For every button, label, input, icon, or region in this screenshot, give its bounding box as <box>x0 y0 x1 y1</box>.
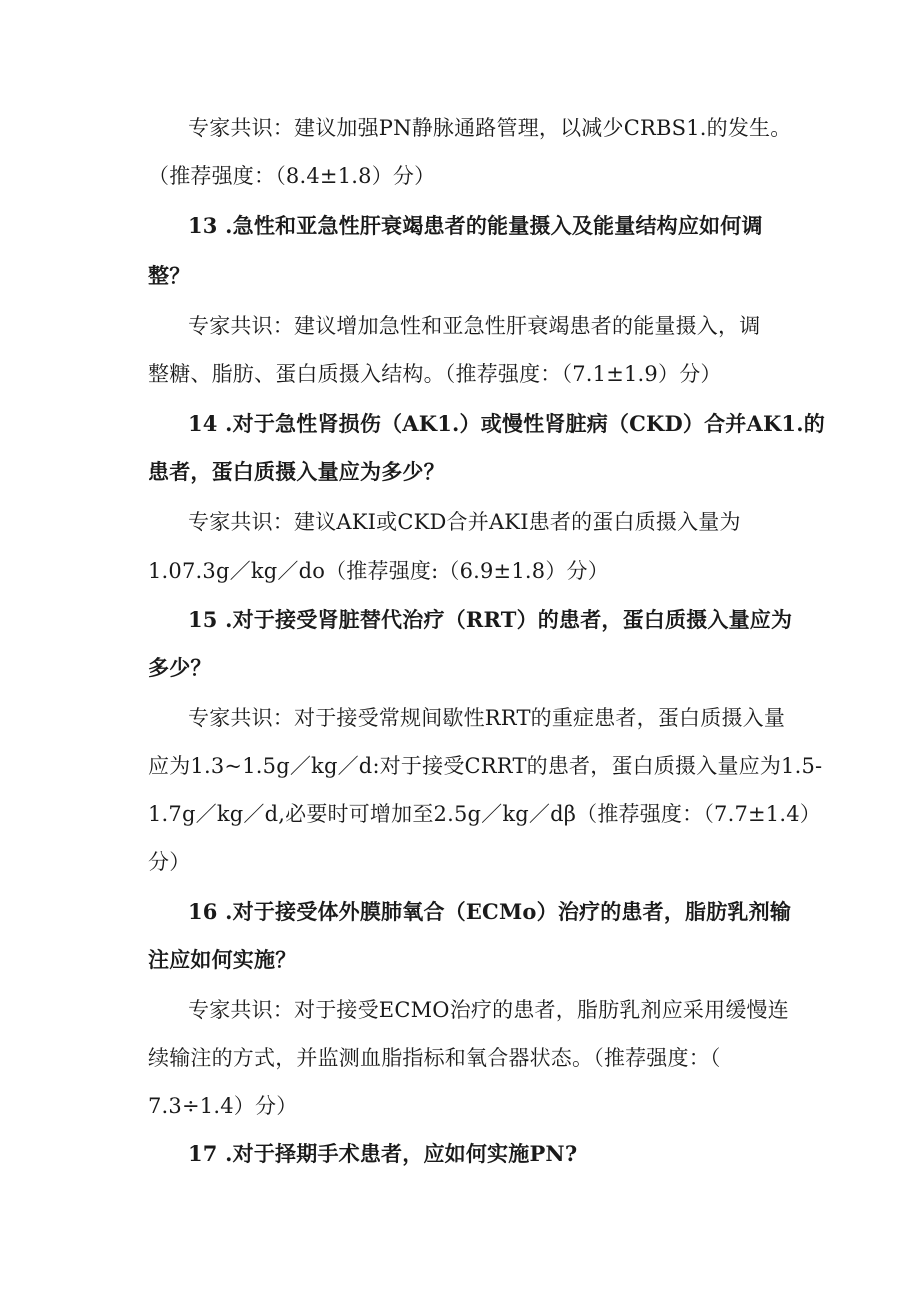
consensus-13-line-1: 专家共识：建议增加急性和亚急性肝衰竭患者的能量摄入，调 <box>188 314 761 338</box>
consensus-16-line-2: 续输注的方式，并监测血脂指标和氧合器状态。（推荐强度：（ <box>148 1046 721 1070</box>
consensus-14-line-2: 1.07.3g／kg／do（推荐强度:（6.9±1.8）分） <box>148 559 609 583</box>
question-15-line-1: 15 .对于接受肾脏替代治疗（RRT）的患者，蛋白质摄入量应为 <box>188 607 793 632</box>
consensus-14-line-1: 专家共识：建议AKI或CKD合并AKI患者的蛋白质摄入量为 <box>188 510 741 534</box>
question-13-line-1: 13 .急性和亚急性肝衰竭患者的能量摄入及能量结构应如何调 <box>188 213 763 238</box>
consensus-12-line-1: 专家共识：建议加强PN静脉通路管理，以减少CRBS1.的发生。 <box>188 116 792 140</box>
consensus-16-line-3: 7.3÷1.4）分） <box>148 1094 298 1118</box>
consensus-16-line-1: 专家共识：对于接受ECMO治疗的患者，脂肪乳剂应采用缓慢连 <box>188 998 789 1022</box>
consensus-15-line-1: 专家共识：对于接受常规间歇性RRT的重症患者，蛋白质摄入量 <box>188 706 786 730</box>
question-13-line-2: 整？ <box>148 263 191 288</box>
question-14-line-1: 14 .对于急性肾损伤（AK1.）或慢性肾脏病（CKD）合并AK1.的 <box>188 411 825 436</box>
consensus-15-line-3: 1.7g／kg／d,必要时可增加至2.5g／kg／dβ（推荐强度：（7.7±1.4） <box>148 802 822 826</box>
question-16-line-2: 注应如何实施？ <box>148 947 297 972</box>
question-17-line-1: 17 .对于择期手术患者，应如何实施PN? <box>188 1141 578 1166</box>
consensus-15-line-4: 分） <box>148 850 191 874</box>
question-16-line-1: 16 .对于接受体外膜肺氧合（ECMo）治疗的患者，脂肪乳剂输 <box>188 899 792 924</box>
consensus-13-line-2: 整糖、脂肪、蛋白质摄入结构。（推荐强度：（7.1±1.9）分） <box>148 362 722 386</box>
question-14-line-2: 患者，蛋白质摄入量应为多少？ <box>148 459 445 484</box>
consensus-15-line-2: 应为1.3~1.5g／kg／d:对于接受CRRT的患者，蛋白质摄入量应为1.5- <box>148 754 823 778</box>
question-15-line-2: 多少？ <box>148 655 212 680</box>
consensus-12-line-2: （推荐强度：（8.4±1.8）分） <box>148 164 436 188</box>
